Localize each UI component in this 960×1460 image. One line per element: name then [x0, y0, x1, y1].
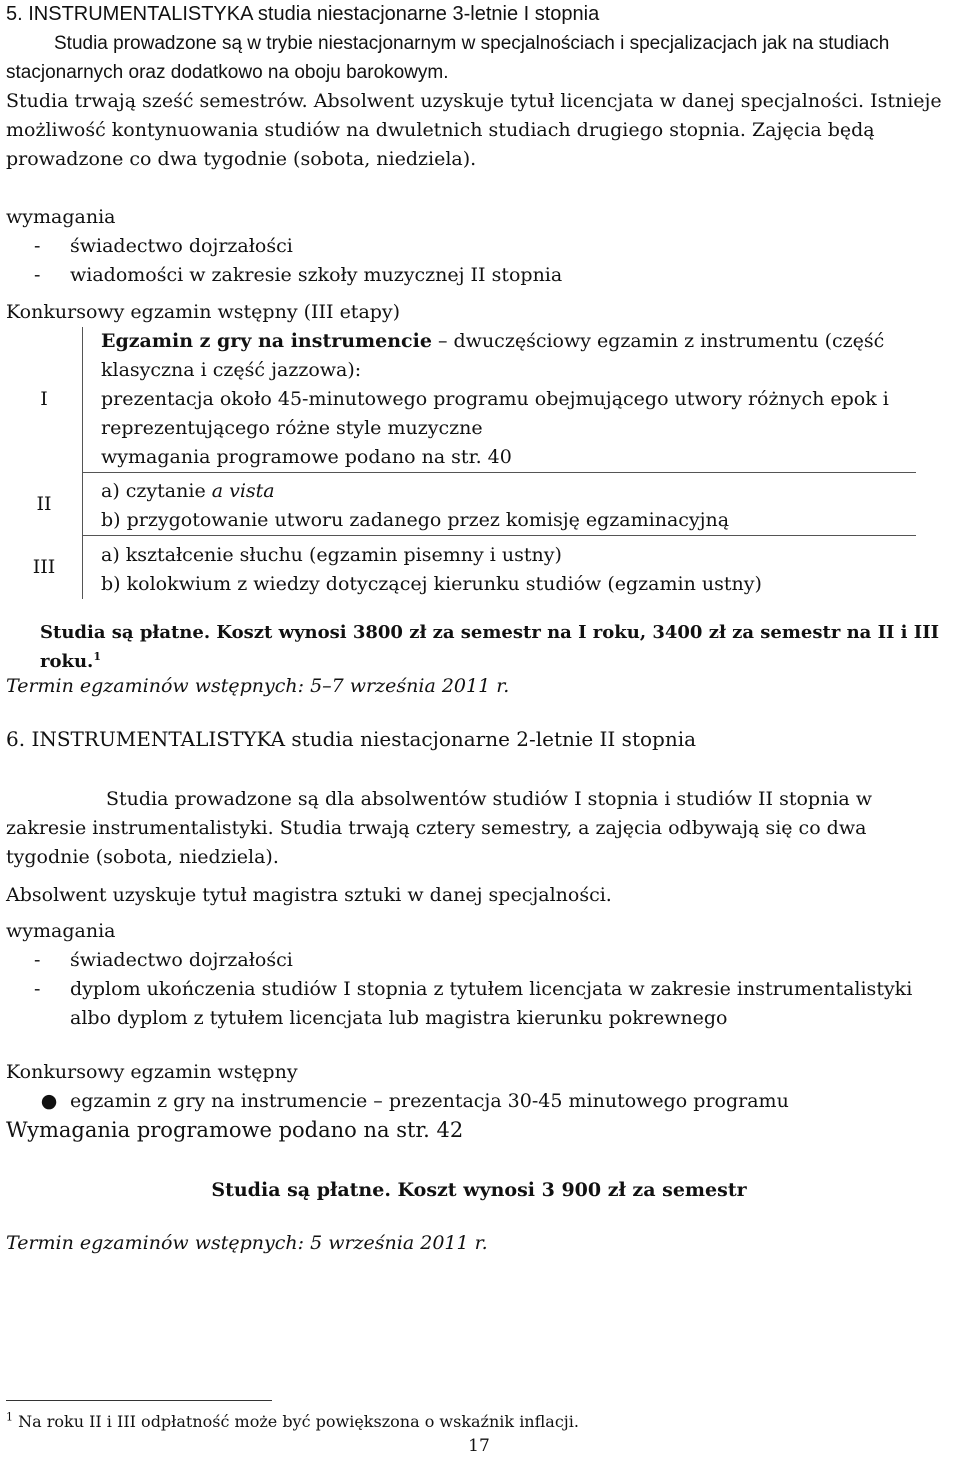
stage-row-II [6, 473, 916, 536]
section-5-heading: 5. INSTRUMENTALISTYKA studia niestacjonarne 3-letnie I stopnia [6, 3, 600, 25]
stage-row-I [6, 327, 916, 473]
requirements-label: wymagania [6, 206, 116, 228]
stage-content: a) czytanie a vista b) przygotowanie utworu zadanego przez komisję egzaminacyjną [83, 473, 917, 536]
section-6-fee: Studia są płatne. Koszt wynosi 3 900 zł za semestr [211, 1179, 747, 1201]
stage-number: I [6, 327, 83, 473]
program-note: Wymagania programowe podano na str. 42 [6, 1118, 464, 1142]
requirement-item: - świadectwo dojrzałości [34, 235, 293, 257]
stage-number: III [6, 536, 83, 600]
requirement-item: - dyplom ukończenia studiów I stopnia z tytułem licencjata w zakresie instrumentalistyki albo dyplom z tytułem licencjata lub magistra kierunku pokrewnego [34, 978, 913, 1029]
section-6-requirements [6, 917, 952, 1033]
footnote: $^1$ Na roku II i III odpłatność może być powiększona o wskaźnik inflacji. [6, 1410, 579, 1431]
section-6-heading: 6. INSTRUMENTALISTYKA studia niestacjonarne 2-letnie II stopnia [6, 727, 697, 751]
section-5-description: Studia trwają sześć semestrów. Absolwent uzyskuje tytuł licencjata w danej specjalności. Istnieje możliwość kontynuowania studiów na dwuletnich studiach drugiego stopnia. Zajęcia będą prowadzone co dwa tygodnie (sobota, niedziela). [6, 90, 942, 170]
page-number: 17 [468, 1436, 490, 1456]
section-6-intro: Studia prowadzone są dla absolwentów studiów I stopnia i studiów II stopnia w zakresie instrumentalistyki. Studia trwają cztery semestry, a zajęcia odbywają się co dwa tygodnie (sobota, niedziela). [6, 788, 873, 868]
bullet-icon: ● [40, 1090, 58, 1112]
stage-number: II [6, 473, 83, 536]
section-6-exam [6, 1058, 952, 1145]
exam-title: Konkursowy egzamin wstępny [6, 1061, 298, 1083]
stage-content: Egzamin z gry na instrumencie – dwuczęściowy egzamin z instrumentu (część klasyczna i część jazzowa): prezentacja około 45-minutowego programu obejmującego utwory różnych epok i reprezentującego różne style muzyczne wymagania programowe podano na str. 40 [83, 327, 917, 473]
footnote-ref: 1 [93, 650, 101, 663]
requirement-item: - świadectwo dojrzałości [34, 949, 293, 971]
section-5-exam-date: Termin egzaminów wstępnych: 5–7 września 2011 r. [6, 675, 510, 697]
section-6-title-info: Absolwent uzyskuje tytuł magistra sztuki w danej specjalności. [6, 884, 612, 906]
stage-content: a) kształcenie słuchu (egzamin pisemny i ustny) b) kolokwium z wiedzy dotyczącej kierunku studiów (egzamin ustny) [101, 544, 762, 595]
requirements-label: wymagania [6, 920, 116, 942]
section-5 [6, 0, 952, 174]
section-5-fee: Studia są płatne. Koszt wynosi 3800 zł za semestr na I roku, 3400 zł za semestr na II i III roku.$^1$ [40, 622, 940, 672]
exam-item: ● egzamin z gry na instrumencie – prezentacja 30-45 minutowego programu [6, 1087, 952, 1116]
section-5-intro: Studia prowadzone są w trybie niestacjonarnym w specjalnościach i specjalizacjach jak na studiach stacjonarnych oraz dodatkowo na oboju barokowym. [6, 33, 890, 83]
exam-title: Konkursowy egzamin wstępny (III etapy) [6, 301, 401, 323]
stage-row-III [6, 536, 916, 600]
requirement-item: - wiadomości w zakresie szkoły muzycznej II stopnia [34, 264, 563, 286]
section-5-requirements [6, 203, 952, 290]
footnote-separator [6, 1400, 272, 1401]
exam-stages-table [6, 327, 916, 599]
section-6-exam-date: Termin egzaminów wstępnych: 5 września 2011 r. [6, 1232, 488, 1254]
